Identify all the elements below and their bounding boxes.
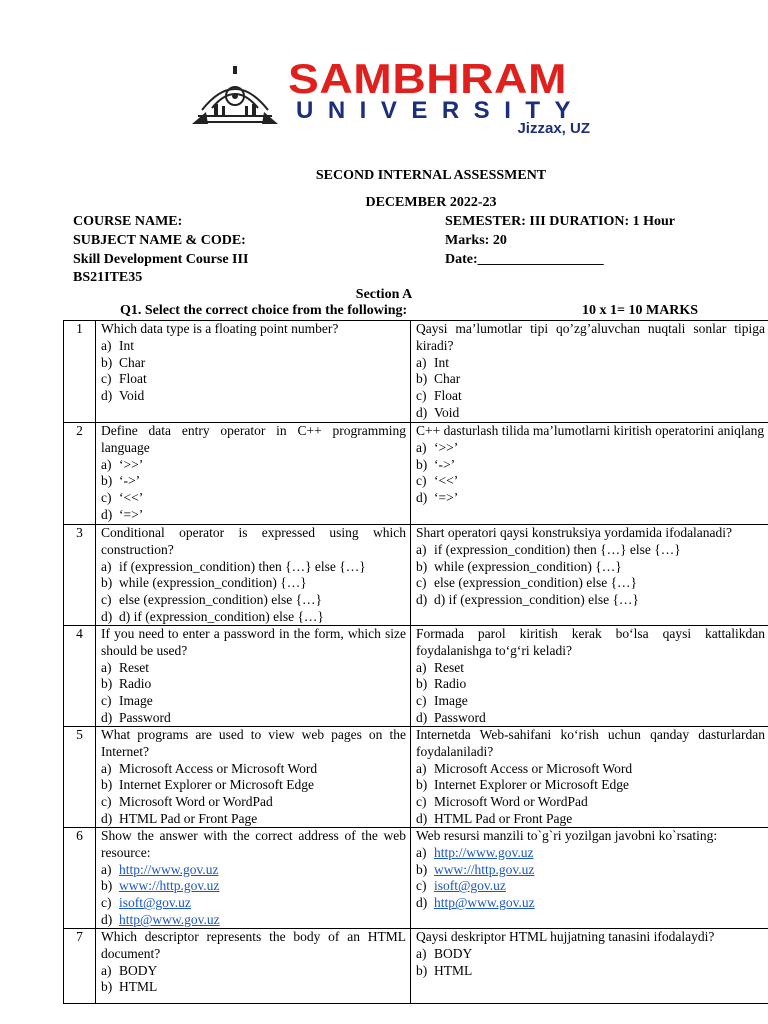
- option-text: d) if (expression_condition) else {…}: [434, 592, 639, 608]
- option-letter: b): [416, 676, 428, 692]
- option-link[interactable]: http://www.gov.uz: [119, 861, 219, 877]
- option-letter: d): [101, 608, 113, 624]
- option-text: ‘>>’: [434, 439, 459, 455]
- option-text: Radio: [119, 676, 152, 692]
- option-letter: a): [101, 760, 112, 776]
- answer-option: [101, 794, 406, 811]
- option-letter: b): [101, 777, 113, 793]
- option-letter: b): [101, 676, 113, 692]
- option-letter: d): [101, 388, 113, 404]
- question-number: 6: [64, 828, 96, 929]
- option-text: Password: [434, 709, 486, 725]
- question-number: 4: [64, 626, 96, 727]
- answer-option: [101, 473, 406, 490]
- option-letter: c): [416, 473, 427, 489]
- option-letter: a): [101, 659, 112, 675]
- question-text: Internetda Web-sahifani ko‘rish uchun qanday dasturlardan foydalaniladi?: [416, 727, 765, 759]
- option-letter: c): [416, 388, 427, 404]
- option-text: HTML: [119, 979, 158, 995]
- option-letter: c): [416, 794, 427, 810]
- option-letter: a): [101, 456, 112, 472]
- subject-label: SUBJECT NAME & CODE:: [73, 233, 246, 248]
- answer-option: [416, 592, 765, 609]
- option-letter: b): [416, 371, 428, 387]
- answer-option: [416, 895, 765, 912]
- option-text: BODY: [119, 962, 158, 978]
- option-letter: a): [101, 558, 112, 574]
- answer-option: [416, 440, 765, 457]
- question-text: Conditional operator is expressed using which construction?: [101, 525, 406, 557]
- option-letter: b): [101, 473, 113, 489]
- question-uzbek: [411, 929, 768, 1004]
- option-letter: b): [101, 878, 113, 894]
- question-text: Qaysi ma’lumotlar tipi qo’zg’aluvchan nuqtali sonlar tipiga kiradi?: [416, 321, 765, 353]
- option-text: ‘->’: [434, 456, 456, 472]
- answer-option: [416, 355, 765, 372]
- option-text: Microsoft Access or Microsoft Word: [119, 760, 318, 776]
- question-row: [64, 423, 768, 525]
- question-text: Show the answer with the correct address of the web resource:: [101, 828, 406, 860]
- option-text: if (expression_condition) then {…} else {…}: [119, 558, 366, 574]
- question-english: [96, 525, 411, 626]
- question-text: Qaysi deskriptor HTML hujjatning tanasini ifodalaydi?: [416, 929, 715, 944]
- question-english: [96, 929, 411, 1004]
- option-letter: c): [101, 490, 112, 506]
- answer-option: [416, 490, 765, 507]
- option-text: Reset: [119, 659, 149, 675]
- answer-option: [101, 811, 406, 827]
- option-text: Void: [119, 388, 145, 404]
- option-letter: b): [416, 777, 428, 793]
- answer-option: [101, 979, 406, 996]
- answer-option: [416, 794, 765, 811]
- answer-option: [416, 862, 765, 879]
- option-letter: a): [101, 337, 112, 353]
- option-text: Int: [434, 354, 449, 370]
- question-row: [64, 929, 768, 1004]
- option-link[interactable]: www://http.gov.uz: [119, 878, 220, 894]
- option-text: Char: [119, 354, 146, 370]
- answer-option: [101, 490, 406, 507]
- option-letter: d): [416, 810, 428, 826]
- option-text: Float: [434, 388, 462, 404]
- answer-option: [101, 355, 406, 372]
- answer-option: [416, 963, 765, 980]
- university-logo: [192, 55, 592, 142]
- answer-option: [101, 862, 406, 879]
- question-number: 7: [64, 929, 96, 1004]
- question-uzbek: [411, 525, 768, 626]
- option-text: Void: [434, 404, 460, 420]
- option-letter: b): [416, 456, 428, 472]
- option-letter: d): [416, 895, 428, 911]
- option-letter: b): [416, 962, 428, 978]
- question-row: [64, 321, 768, 423]
- answer-option: [101, 761, 406, 778]
- question-uzbek: [411, 727, 768, 828]
- option-text: ‘=>’: [119, 506, 144, 522]
- answer-option: [416, 693, 765, 710]
- option-letter: d): [416, 592, 428, 608]
- question-uzbek: [411, 423, 768, 525]
- option-letter: d): [101, 810, 113, 826]
- answer-option: [101, 575, 406, 592]
- answer-option: [101, 338, 406, 355]
- option-letter: a): [416, 439, 427, 455]
- answer-option: [416, 371, 765, 388]
- option-text: Internet Explorer or Microsoft Edge: [434, 777, 629, 793]
- option-text: else (expression_condition) else {…}: [119, 592, 323, 608]
- option-letter: c): [416, 575, 427, 591]
- assessment-title: SECOND INTERNAL ASSESSMENT: [315, 168, 547, 183]
- section-title: Section A: [355, 287, 413, 302]
- semester-duration: SEMESTER: III DURATION: 1 Hour: [445, 214, 675, 229]
- option-text: ‘>>’: [119, 456, 144, 472]
- question-number: 3: [64, 525, 96, 626]
- option-letter: d): [416, 490, 428, 506]
- answer-option: [416, 777, 765, 794]
- answer-option: [101, 895, 406, 912]
- option-link[interactable]: http@www.gov.uz: [434, 895, 535, 911]
- option-letter: c): [101, 371, 112, 387]
- answer-option: [101, 912, 406, 928]
- question-english: [96, 423, 411, 525]
- option-letter: b): [416, 558, 428, 574]
- questions-table: [63, 320, 768, 1004]
- answer-option: [416, 542, 765, 559]
- option-letter: b): [416, 861, 428, 877]
- option-letter: a): [101, 962, 112, 978]
- answer-option: [101, 559, 406, 576]
- answer-option: [416, 660, 765, 677]
- question-text: If you need to enter a password in the form, which size should be used?: [101, 626, 406, 658]
- option-text: Float: [119, 371, 147, 387]
- answer-option: [416, 473, 765, 490]
- option-text: Internet Explorer or Microsoft Edge: [119, 777, 314, 793]
- question-text: Formada parol kiritish kerak bo‘lsa qaysi kattalikdan foydalanishga to‘g‘ri keladi?: [416, 626, 765, 658]
- option-text: while (expression_condition) {…}: [434, 558, 622, 574]
- option-letter: a): [416, 541, 427, 557]
- answer-option: [101, 710, 406, 726]
- answer-option: [101, 693, 406, 710]
- question-english: [96, 321, 411, 423]
- question-text: What programs are used to view web pages on the Internet?: [101, 727, 406, 759]
- option-link[interactable]: www://http.gov.uz: [434, 861, 535, 877]
- answer-option: [416, 457, 765, 474]
- option-letter: d): [416, 709, 428, 725]
- answer-option: [416, 676, 765, 693]
- option-letter: c): [101, 693, 112, 709]
- question-text: Web resursi manzili to`g`ri yozilgan javobni ko`rsating:: [416, 828, 718, 843]
- answer-option: [416, 761, 765, 778]
- answer-option: [416, 405, 765, 422]
- answer-option: [416, 845, 765, 862]
- answer-option: [416, 575, 765, 592]
- option-text: ‘=>’: [434, 490, 459, 506]
- answer-option: [416, 559, 765, 576]
- question-text: Which data type is a floating point number?: [101, 321, 339, 336]
- option-text: Radio: [434, 676, 467, 692]
- question-row: [64, 828, 768, 929]
- brand-name: SAMBHRAM: [288, 55, 568, 102]
- option-letter: a): [416, 354, 427, 370]
- option-letter: c): [101, 592, 112, 608]
- subject-code: BS21ITE35: [73, 270, 143, 285]
- question-uzbek: [411, 828, 768, 929]
- answer-option: [101, 878, 406, 895]
- option-text: if (expression_condition) then {…} else {…}: [434, 541, 681, 557]
- question-row: [64, 727, 768, 828]
- option-letter: a): [416, 844, 427, 860]
- assessment-date-line: DECEMBER 2022-23: [365, 195, 497, 210]
- option-letter: d): [416, 404, 428, 420]
- question-text: Define data entry operator in C++ programming language: [101, 423, 406, 455]
- option-letter: d): [101, 506, 113, 522]
- option-text: Password: [119, 709, 171, 725]
- option-text: BODY: [434, 945, 473, 961]
- option-letter: c): [416, 693, 427, 709]
- answer-option: [416, 878, 765, 895]
- option-text: while (expression_condition) {…}: [119, 575, 307, 591]
- answer-option: [101, 676, 406, 693]
- answer-option: [416, 811, 765, 827]
- option-text: Microsoft Access or Microsoft Word: [434, 760, 633, 776]
- option-link[interactable]: isoft@gov.uz: [119, 895, 191, 911]
- option-text: Char: [434, 371, 461, 387]
- option-text: HTML: [434, 962, 473, 978]
- question-text: Shart operatori qaysi konstruksiya yordamida ifodalanadi?: [416, 525, 733, 540]
- brand-subtitle: UNIVERSITY: [296, 97, 586, 124]
- answer-option: [416, 710, 765, 726]
- university-crest-icon: [192, 64, 278, 128]
- subject-name: Skill Development Course III: [73, 252, 249, 267]
- option-text: Microsoft Word or WordPad: [434, 794, 588, 810]
- option-link[interactable]: http@www.gov.uz: [119, 911, 220, 927]
- option-text: ‘<<’: [119, 490, 144, 506]
- question-english: [96, 727, 411, 828]
- option-text: Microsoft Word or WordPad: [119, 794, 273, 810]
- question-english: [96, 626, 411, 727]
- date-field: Date:__________________: [445, 252, 604, 267]
- question-text: Which descriptor represents the body of an HTML document?: [101, 929, 406, 961]
- option-letter: a): [416, 945, 427, 961]
- option-letter: d): [101, 911, 113, 927]
- question-number: 2: [64, 423, 96, 525]
- question-uzbek: [411, 321, 768, 423]
- option-letter: a): [416, 760, 427, 776]
- option-text: Reset: [434, 659, 464, 675]
- question-number: 1: [64, 321, 96, 423]
- option-letter: b): [101, 575, 113, 591]
- question-english: [96, 828, 411, 929]
- option-text: Image: [434, 693, 468, 709]
- brand-city: Jizzax, UZ: [517, 120, 590, 137]
- option-text: HTML Pad or Front Page: [434, 810, 573, 826]
- course-name-label: COURSE NAME:: [73, 214, 183, 229]
- option-letter: c): [101, 895, 112, 911]
- total-marks: Marks: 20: [445, 233, 507, 248]
- option-link[interactable]: http://www.gov.uz: [434, 844, 534, 860]
- option-text: else (expression_condition) else {…}: [434, 575, 638, 591]
- question-marks: 10 x 1= 10 MARKS: [582, 303, 699, 318]
- option-letter: a): [101, 861, 112, 877]
- answer-option: [101, 457, 406, 474]
- question-row: [64, 626, 768, 727]
- option-text: ‘->’: [119, 473, 141, 489]
- answer-option: [101, 507, 406, 524]
- question-number: 5: [64, 727, 96, 828]
- option-link[interactable]: isoft@gov.uz: [434, 878, 506, 894]
- answer-option: [101, 371, 406, 388]
- option-letter: b): [101, 979, 113, 995]
- option-text: d) if (expression_condition) else {…}: [119, 608, 324, 624]
- question-uzbek: [411, 626, 768, 727]
- answer-option: [101, 660, 406, 677]
- answer-option: [101, 388, 406, 405]
- answer-option: [101, 592, 406, 609]
- option-letter: d): [101, 709, 113, 725]
- option-text: HTML Pad or Front Page: [119, 810, 258, 826]
- answer-option: [101, 777, 406, 794]
- question-instruction: Q1. Select the correct choice from the following:: [120, 303, 408, 318]
- option-letter: b): [101, 354, 113, 370]
- option-text: ‘<<’: [434, 473, 459, 489]
- option-letter: c): [101, 794, 112, 810]
- answer-option: [416, 946, 765, 963]
- option-text: Int: [119, 337, 134, 353]
- option-letter: a): [416, 659, 427, 675]
- option-text: Image: [119, 693, 153, 709]
- answer-option: [101, 963, 406, 980]
- answer-option: [416, 388, 765, 405]
- question-text: C++ dasturlash tilida ma’lumotlarni kiritish operatorini aniqlang: [416, 423, 765, 438]
- answer-option: [101, 609, 406, 625]
- question-row: [64, 525, 768, 626]
- option-letter: c): [416, 878, 427, 894]
